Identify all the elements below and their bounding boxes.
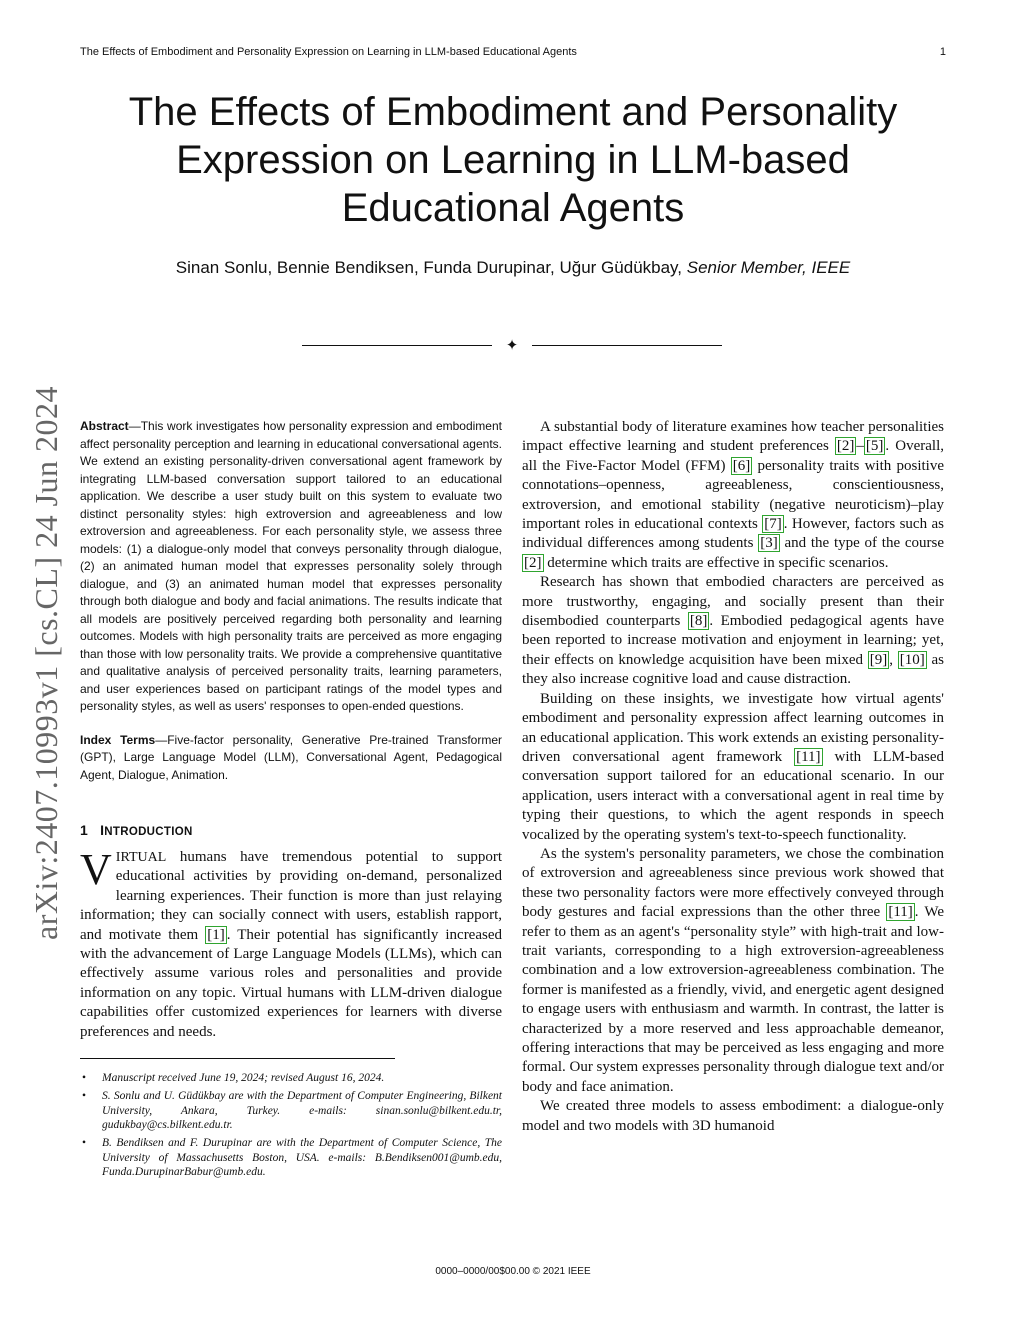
citation-link[interactable]: [2] <box>836 438 855 455</box>
abstract-text: —This work investigates how personality expression and embodiment affect personality perception and learning in educational conversational agents. We extend an existing personality-driven conversational agent framework by integrating LLM-based conversation support tailored to an educational application. We describe a user study built on this system to evaluate two distinct personality styles: high extroversion and agreeableness and low extroversion and agreeableness. For each personality style, we assess three models: (1) a dialogue-only model that conveys personality through dialogue, (2) an animated human model that expresses personality solely through dialogue, and (3) an animated human model that expresses personality through both dialogue and body and facial animations. The results indicate that all models are positively perceived regarding both personality and learning outcomes. Models with high personality traits are perceived as more engaging than those with low personality traits. We provide a comprehensive quantitative and qualitative analysis of perceived personality traits, learning parameters, and user experiences based on participant ratings of the model types and personality styles, as well as users' responses to open-ended questions. <box>80 419 502 713</box>
text-run: . Embodied pedagogical agents have been reported to increase motivation and enjoyment in learning; yet, their effects on knowledge acquisition have been mixed <box>522 613 944 668</box>
citation-link[interactable]: [2] <box>524 554 542 571</box>
right-column <box>522 418 944 1136</box>
running-title: The Effects of Embodiment and Personality Expression on Learning in LLM-based Educational Agents <box>80 46 577 58</box>
right-paragraph-4 <box>522 845 944 1097</box>
paper-title: The Effects of Embodiment and Personality Expression on Learning in LLM-based Educational Agents <box>128 90 898 230</box>
text-run: Research has shown that embodied characters are perceived as more trustworthy, engaging, and socially present than their disembodied counterparts <box>522 574 944 630</box>
footnotes <box>80 1071 502 1179</box>
right-paragraph-1 <box>522 418 944 573</box>
footnote-rule <box>80 1058 395 1059</box>
section-title-rest: NTRODUCTION <box>104 826 193 838</box>
text-run: determine which traits are effective in specific scenarios. <box>543 554 889 571</box>
index-terms-text: —Five-factor personality, Generative Pre-trained Transformer (GPT), Large Language Model (LLM), Conversational Agent, Pedagogical Agent, Dialogue, Animation. <box>80 732 502 782</box>
text-run: A substantial body of literature examines how teacher personalities impact effective learning and student preferences <box>522 419 944 455</box>
author-names: Sinan Sonlu, Bennie Bendiksen, Funda Durupinar, Uğur Güdükbay, <box>175 258 687 277</box>
citation-link[interactable]: [9] <box>869 651 888 668</box>
citation-link[interactable]: [8] <box>689 613 708 630</box>
intro-text-b: . Their potential has significantly increased with the advancement of Large Language Models (LLMs), which can effectively assume various roles and personalities and provide information on any topic. Virtual humans with LLM-driven dialogue capabilities offer customized experiences for learners with diverse preferences and needs. <box>80 926 502 1040</box>
footnote-item: • Manuscript received June 19, 2024; revised August 16, 2024. <box>80 1071 502 1085</box>
text-run: , <box>889 651 898 668</box>
arxiv-stamp: arXiv:2407.10993v1 [cs.CL] 24 Jun 2024 <box>28 385 64 940</box>
intro-paragraph-1 <box>80 845 502 1042</box>
text-run: . Overall, all the Five-Factor Model (FFM) <box>522 438 944 474</box>
abstract <box>80 418 502 716</box>
citation-link[interactable]: [6] <box>732 457 751 474</box>
divider-diamond-icon: ✦ <box>505 337 519 354</box>
title-divider <box>302 338 722 354</box>
citation-link[interactable]: [11] <box>796 748 821 765</box>
citation-link[interactable]: [3] <box>760 535 778 552</box>
drop-cap: V <box>80 845 112 894</box>
right-paragraph-5: We created three models to assess embodiment: a dialogue-only model and two models with 3D humanoid <box>522 1098 944 1134</box>
citation-link[interactable]: [10] <box>899 651 925 668</box>
page-number: 1 <box>939 46 946 58</box>
author-membership: Senior Member, IEEE <box>686 258 851 277</box>
intro-text-a: humans have tremendous potential to support educational activities by providing on-demand, personalized learning experiences. Their function is more than just relaying information; they can socially connect with users, establish rapport, and motivate them <box>80 849 502 943</box>
section-title-initial: I <box>100 822 105 838</box>
text-run: as they also increase cognitive load and cause distraction. <box>522 651 945 688</box>
lead-small-caps: IRTUAL <box>115 850 167 865</box>
text-run: – <box>856 438 864 455</box>
section-number: 1 <box>80 822 89 838</box>
divider-line-left <box>302 345 492 346</box>
section-heading-introduction <box>80 822 502 838</box>
index-terms <box>80 732 502 785</box>
citation-link[interactable]: [1] <box>207 926 225 943</box>
text-run: Building on these insights, we investigate how virtual agents' embodiment and personality expression affect learning outcomes in an educational application. This work extends an existing personality-driven conversational agent framework <box>522 690 944 765</box>
footnote-item: • S. Sonlu and U. Güdükbay are with the Department of Computer Engineering, Bilkent University, Ankara, Turkey. e-mails: sinan.sonlu@bilkent.edu.tr, gudukbay@cs.bilkent.edu.tr. <box>80 1089 502 1132</box>
text-run: personality traits with positive connotations–openness, agreeableness, conscientiousness, extroversion, and emotional stability (negative neuroticism)–play important roles in educational contexts <box>522 457 944 533</box>
left-column <box>80 418 502 1183</box>
citation-link[interactable]: [7] <box>764 516 782 533</box>
citation-link[interactable]: [11] <box>888 904 913 921</box>
right-paragraph-2 <box>522 573 944 689</box>
index-terms-label: Index Terms <box>80 732 156 747</box>
text-run: with LLM-based conversation support tailored for an educational scenario. In our application, users interact with a conversational agent in real time by typing their questions, to which the agent responds in speech vocalized by the operating system's text-to-speech functionality. <box>522 748 944 843</box>
running-header <box>80 46 946 58</box>
divider-line-right <box>532 345 722 346</box>
abstract-label: Abstract <box>80 419 129 433</box>
citation-link[interactable]: [5] <box>865 438 884 455</box>
author-line <box>80 258 946 278</box>
copyright-footer: 0000–0000/00$00.00 © 2021 IEEE <box>435 1266 591 1277</box>
right-paragraph-3 <box>522 690 944 845</box>
text-run: and the type of the course <box>779 535 945 552</box>
text-run: . However, factors such as individual differences among students <box>522 516 944 552</box>
footnote-item: • B. Bendiksen and F. Durupinar are with the Department of Computer Science, The University of Massachusetts Boston, USA. e-mails: B.Bendiksen001@umb.edu, Funda.DurupinarBabur@umb.edu. <box>80 1136 502 1179</box>
text-run: As the system's personality parameters, we chose the combination of extroversion and agreeableness since previous work showed that these two personality factors were more effectively conveyed through body gestures and facial expressions than the other three <box>522 845 944 921</box>
text-run: . We refer to them as an agent's “personality style” with high-trait and low-trait variants, corresponding to a high extroversion-agreeableness combination and a low extroversion-agreeableness combination. The former is manifested as a friendly, vivid, and energetic agent designed to engage users with enthusiasm and warmth. In contrast, the latter is characterized by a more reserved and less approachable demeanor, offering interactions that may be perceived as less engaging and more formal. Our system expresses personality through dialogue text and/or body and face animation. <box>522 904 944 1095</box>
